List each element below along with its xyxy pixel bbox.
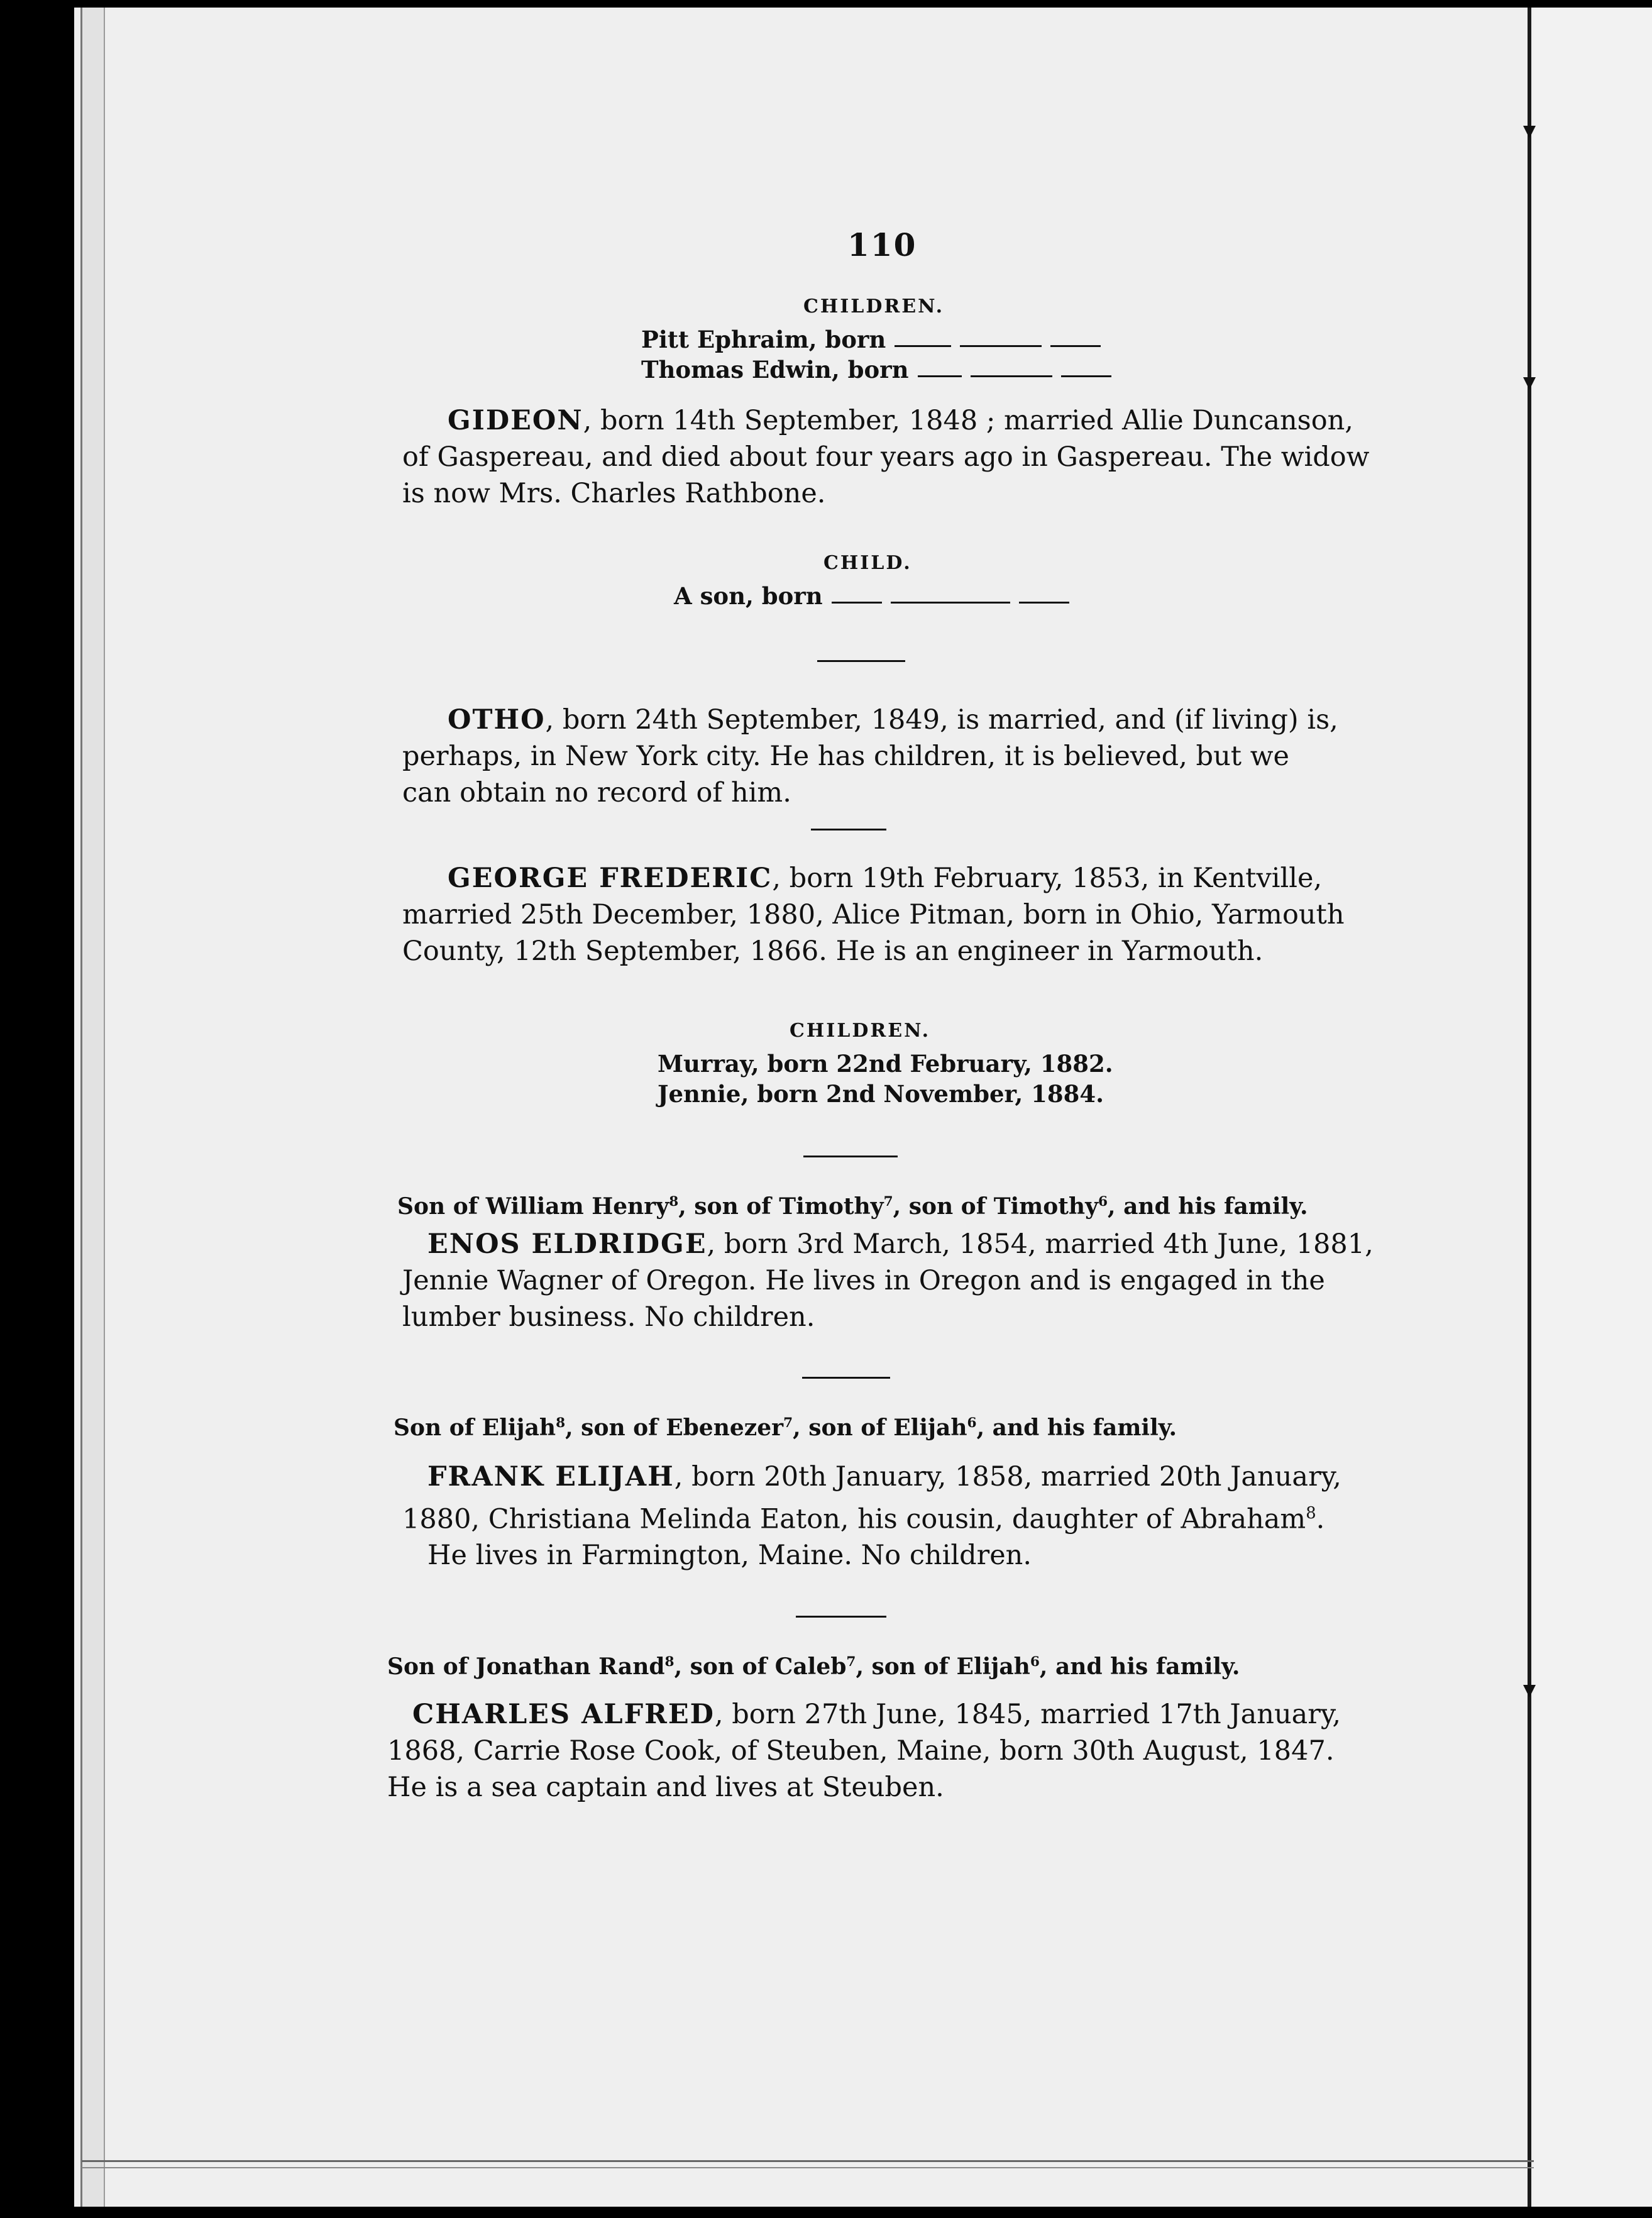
- entry-gideon: GIDEON, born 14th September, 1848 ; married Allie Duncanson, of Gaspereau, and died about four years ago in Gaspereau. The widow is now Mrs. Charles Rathbone.: [402, 405, 1370, 509]
- entry-name: GIDEON: [448, 405, 583, 436]
- page-gutter-edge: [80, 8, 105, 2207]
- entry-george: GEORGE FREDERIC, born 19th February, 1853, in Kentville, married 25th December, 1880, Alice Pitman, born in Ohio, Yarmouth County, 12th September, 1866. He is an engineer in Yarmouth.: [402, 863, 1345, 967]
- child-entry: Murray, born 22nd February, 1882.: [658, 1050, 1113, 1078]
- lineage-line: Son of Elijah$^8$, son of Ebenezer$^7$, son of Elijah$^6$, and his family.: [394, 1415, 1177, 1441]
- page-bottom-edge: [82, 2160, 1534, 2168]
- page-number: 110: [847, 226, 917, 263]
- section-divider: [803, 1156, 898, 1157]
- entry-charles: CHARLES ALFRED, born 27th June, 1845, married 17th January, 1868, Carrie Rose Cook, of Steuben, Maine, born 30th August, 1847. He is a sea captain and lives at Steuben.: [387, 1699, 1341, 1803]
- section-divider: [811, 829, 886, 830]
- entry-name: GEORGE FREDERIC: [448, 863, 773, 894]
- child-entry: Pitt Ephraim, born: [641, 326, 1101, 353]
- entry-name: OTHO: [448, 704, 546, 736]
- children-heading: CHILDREN.: [803, 295, 945, 317]
- page-fold-line: [1528, 8, 1531, 2207]
- facing-page-strip: [1534, 8, 1652, 2207]
- entry-frank: FRANK ELIJAH, born 20th January, 1858, married 20th January, 1880, Christiana Melinda Eaton, his cousin, daughter of Abraham$^8$. He lives in Farmington, Maine. No children.: [402, 1461, 1341, 1572]
- entry-name: ENOS ELDRIDGE: [427, 1228, 707, 1260]
- child-heading: CHILD.: [823, 552, 912, 574]
- children-heading: CHILDREN.: [790, 1020, 931, 1042]
- lineage-line: Son of William Henry$^8$, son of Timothy$^7$, son of Timothy$^6$, and his family.: [397, 1193, 1308, 1220]
- section-divider: [817, 660, 905, 662]
- entry-enos: ENOS ELDRIDGE, born 3rd March, 1854, married 4th June, 1881, Jennie Wagner of Oregon. He lives in Oregon and is engaged in the lumber business. No children.: [402, 1228, 1374, 1333]
- lineage-line: Son of Jonathan Rand$^8$, son of Caleb$^7$, son of Elijah$^6$, and his family.: [387, 1653, 1240, 1680]
- entry-name: FRANK ELIJAH: [427, 1461, 675, 1492]
- child-entry: Thomas Edwin, born: [641, 356, 1111, 383]
- entry-otho: OTHO, born 24th September, 1849, is married, and (if living) is, perhaps, in New York city. He has children, it is believed, but we can obtain no record of him.: [402, 704, 1338, 808]
- margin-arrow-mark: [1523, 1685, 1536, 1697]
- section-divider: [802, 1377, 890, 1379]
- child-entry: Jennie, born 2nd November, 1884.: [658, 1080, 1104, 1108]
- margin-arrow-mark: [1523, 377, 1536, 390]
- margin-arrow-mark: [1523, 126, 1536, 138]
- child-entry: A son, born: [674, 582, 1069, 610]
- entry-name: CHARLES ALFRED: [412, 1699, 715, 1730]
- section-divider: [796, 1616, 886, 1618]
